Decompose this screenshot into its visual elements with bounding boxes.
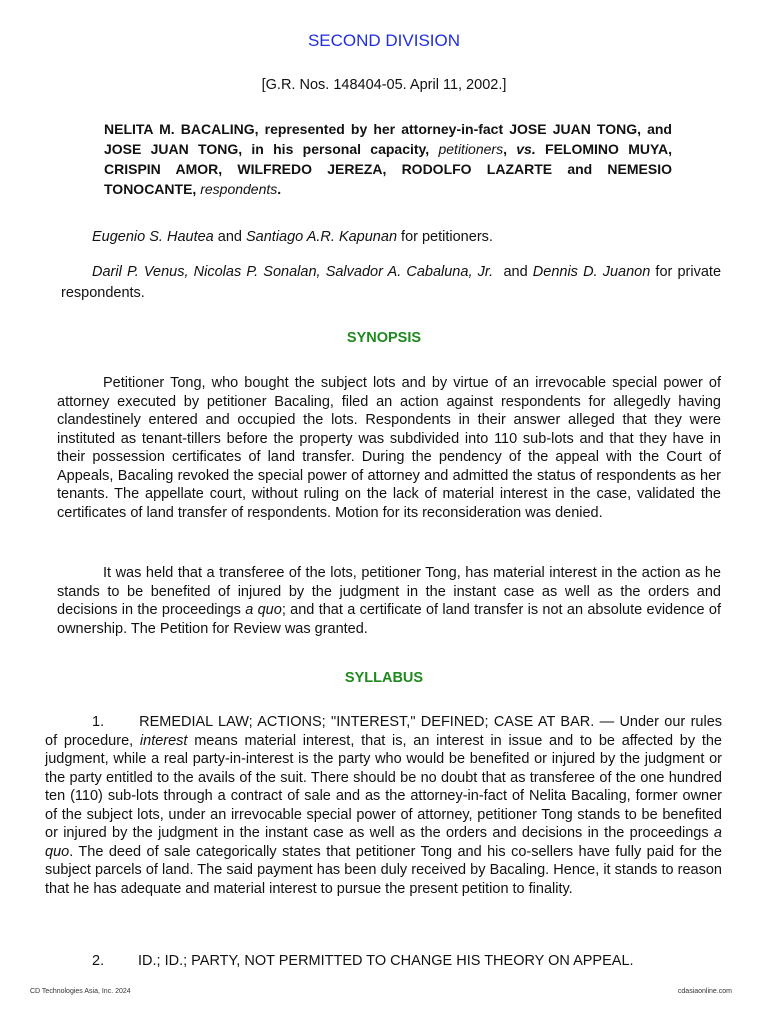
- synopsis-p2-text-a: It was held that a transferee of the lots, petitioner Tong, has material interest in the action as he stands to be benefited of injured by the judgment in the instant case as well as the orders and decisions in the proceedings: [57, 565, 721, 618]
- synopsis-p2-italic: a quo: [245, 602, 282, 618]
- case-number: [G.R. Nos. 148404-05. April 11, 2002.]: [261, 77, 507, 93]
- counsel-respondents-suffix: for private respondents.: [61, 264, 722, 301]
- counsel-and-1: and: [213, 229, 246, 245]
- footer-website: cdasiaonline.com: [677, 988, 732, 995]
- footer-copyright: CD Technologies Asia, Inc. 2024: [30, 988, 131, 995]
- division-heading: SECOND DIVISION: [307, 31, 461, 50]
- respondents-counsel-1: Daril P. Venus, Nicolas P. Sonalan, Salvador A. Cabaluna, Jr.: [92, 264, 494, 280]
- syllabus-item-2-number: 2.: [92, 953, 105, 969]
- counsel-respondents: [61, 262, 721, 304]
- counsel-petitioners-suffix: for petitioners.: [397, 229, 493, 245]
- counsel-petitioners: [92, 229, 728, 245]
- syllabus-item-1-text-b: means material interest, that is, an interest in issue and to be affected by the judgment, while a real party-in-interest is the party who would be benefited or injured by the judgment or the party entitled to the avails of the suit. There should be no doubt that as transferee of the one hundred ten (110) sub-lots through a contract of sale and as the attorney-in-fact of Nelita Bacaling, former owner of the subject lots, under an irrevocable special power of attorney, petitioner Tong stands to be benefited or injured by the judgment in the instant case as well as the orders and decisions in the proceedings: [45, 732, 722, 841]
- syllabus-item-2: [92, 953, 722, 969]
- syllabus-item-1-number: 1.: [92, 714, 105, 730]
- counsel-and-2: and: [493, 264, 533, 280]
- syllabus-heading: SYLLABUS: [344, 670, 424, 686]
- case-parties: NELITA M. BACALING, represented by her attorney-in-fact JOSE JUAN TONG, and JOSE JUAN TONG, in his personal capacity, petitioners, vs. FELOMINO MUYA, CRISPIN AMOR, WILFREDO JEREZA, RODOLFO LAZARTE and NEMESIO TONOCANTE, respondents.: [104, 121, 673, 197]
- versus-label: vs.: [516, 141, 536, 157]
- respondents-names: FELOMINO MUYA, CRISPIN AMOR, WILFREDO JEREZA, RODOLFO LAZARTE and NEMESIO TONOCANTE: [104, 141, 673, 197]
- synopsis-paragraph-2: [57, 564, 721, 638]
- syllabus-item-2-title: ID.; ID.; PARTY, NOT PERMITTED TO CHANGE HIS THEORY ON APPEAL.: [138, 953, 634, 969]
- synopsis-heading: SYNOPSIS: [346, 330, 422, 346]
- petitioners-names: NELITA M. BACALING, represented by her attorney-in-fact JOSE JUAN TONG, and JOSE JUAN TONG, in his personal capacity: [104, 121, 672, 157]
- petitioners-counsel-1: Eugenio S. Hautea: [92, 229, 214, 245]
- petitioners-role: petitioners: [438, 141, 504, 157]
- syllabus-item-1-text-a: Under our rules of procedure,: [45, 714, 723, 749]
- synopsis-p2-text-b: ; and that a certificate of land transfer is not an absolute evidence of ownership. The Petition for Review was granted.: [57, 602, 721, 637]
- respondents-role: respondents: [200, 181, 278, 197]
- syllabus-item-1-italic-2: a quo: [45, 825, 722, 860]
- petitioners-counsel-2: Santiago A.R. Kapunan: [245, 229, 398, 245]
- respondents-counsel-2: Dennis D. Juanon: [532, 264, 651, 280]
- syllabus-item-1-italic-1: interest: [139, 732, 188, 749]
- synopsis-paragraph-1: Petitioner Tong, who bought the subject lots and by virtue of an irrevocable special power of attorney executed by petitioner Bacaling, filed an action against respondents for allegedly having clandestinely entered and occupied the lots. Respondents in their answer alleged that they were instituted as tenant-tillers before the property was subdivided into 110 sub-lots and that they have in their possession certificates of land transfer. During the pendency of the appeal with the Court of Appeals, Bacaling revoked the special power of attorney and admitted the status of respondents as her tenants. The appellate court, without ruling on the lack of material interest in the case, validated the certificates of land transfer of respondents. Motion for its reconsideration was denied.: [57, 375, 721, 521]
- syllabus-item-1-text-c: . The deed of sale categorically states that petitioner Tong and his co-sellers have fully paid for the subject parcels of land. The said payment has been duly received by Bacaling. Hence, it stands to reason that he has adequate and material interest to pursue the present petition to finality.: [45, 843, 722, 897]
- syllabus-item-1-title: REMEDIAL LAW; ACTIONS; "INTEREST," DEFINED; CASE AT BAR. —: [139, 714, 615, 730]
- syllabus-item-1: [45, 713, 722, 898]
